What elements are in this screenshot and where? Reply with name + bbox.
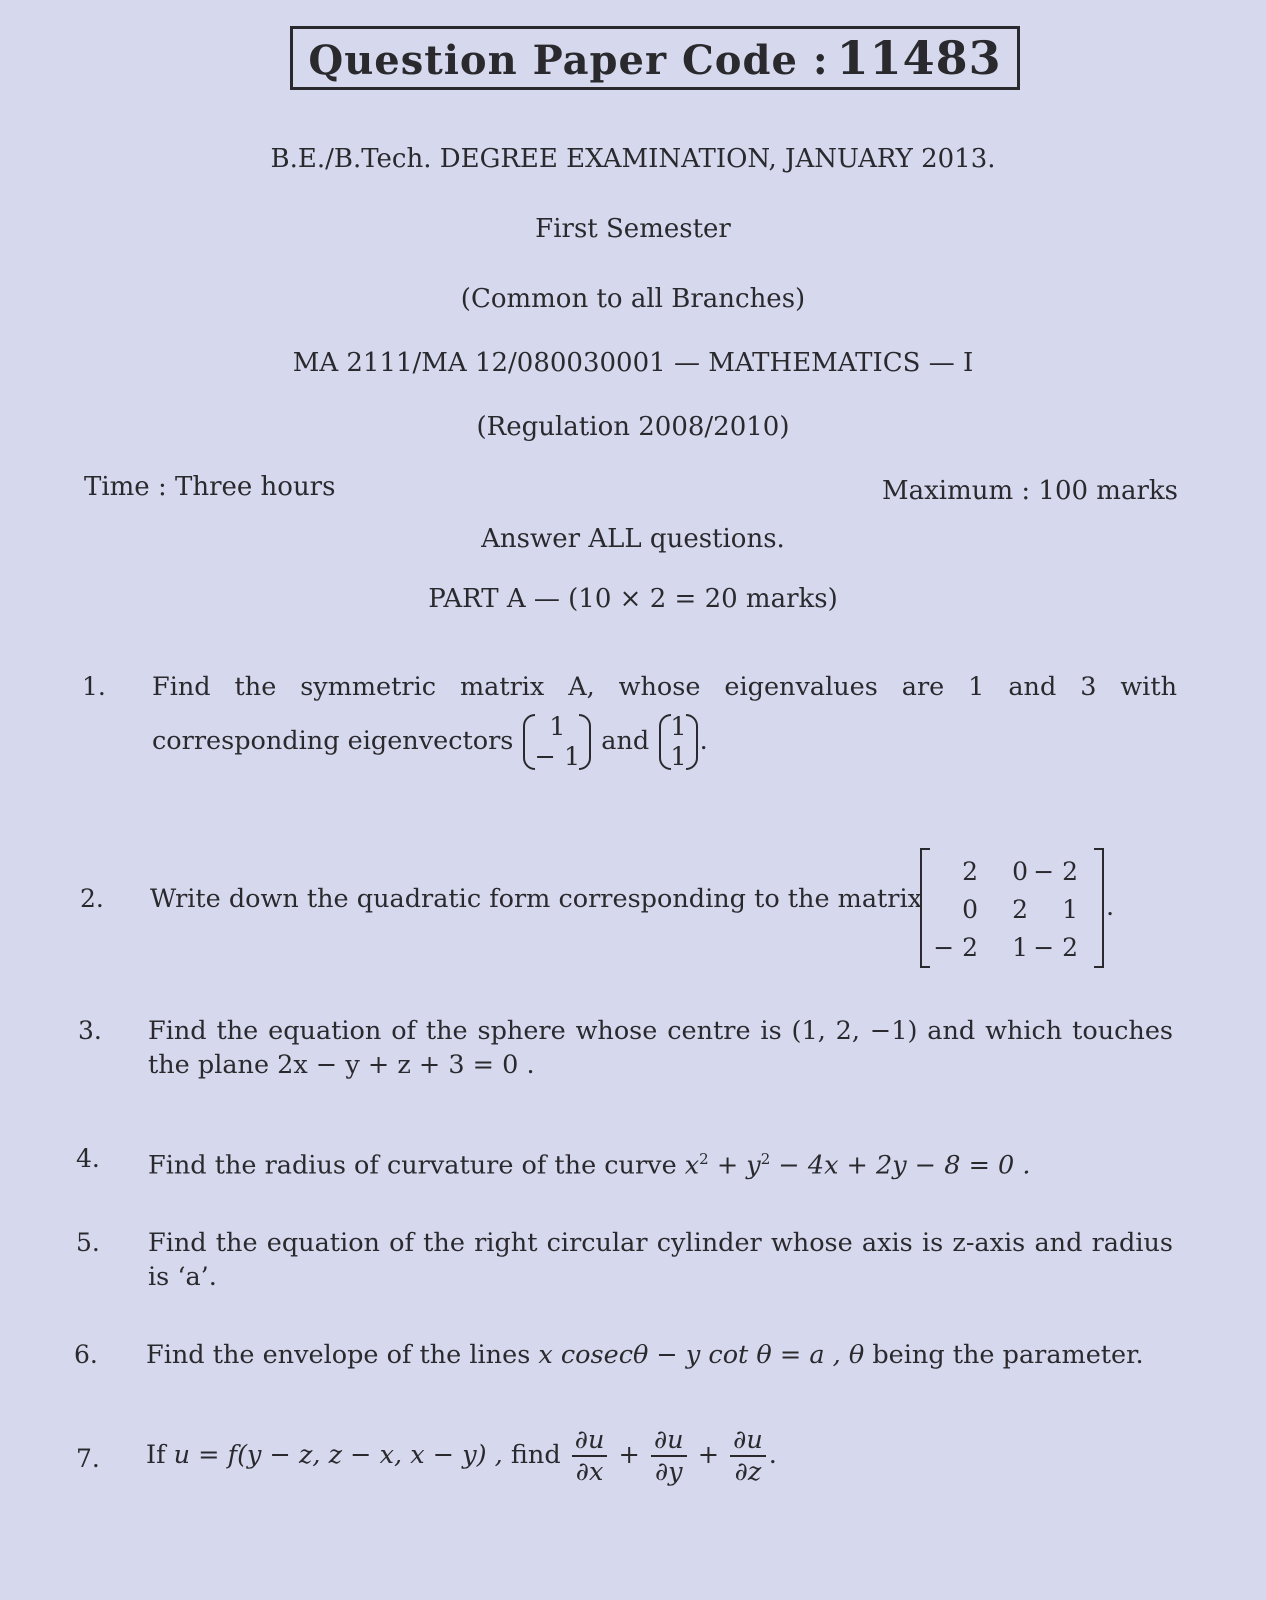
exam-title: B.E./B.Tech. DEGREE EXAMINATION, JANUARY 2013. (270, 144, 996, 174)
q1-end: . (699, 726, 708, 756)
matrix-cell: − 2 (1033, 932, 1078, 962)
question-6-text (146, 1338, 1144, 1372)
question-number: 1. (82, 672, 106, 701)
question-3-line1: Find the equation of the sphere whose centre is (1, 2, −1) and which touches (148, 1016, 1173, 1046)
question-5-line1: Find the equation of the right circular cylinder whose axis is z-axis and radius (148, 1228, 1173, 1258)
frac-numerator: ∂u (651, 1425, 687, 1457)
question-number: 6. (74, 1340, 98, 1369)
vector-entry: 1 (670, 712, 687, 742)
question-number: 5. (76, 1228, 100, 1257)
q1-joiner: and (601, 726, 650, 756)
quadratic-form-matrix (920, 848, 1104, 968)
question-number: 3. (78, 1016, 102, 1045)
eigenvector-2 (659, 712, 697, 772)
matrix-cell: − 2 (933, 932, 978, 962)
q6-theta: θ (848, 1340, 865, 1370)
vector-entry: 1 (670, 742, 687, 772)
q4-rest: − 4x + 2y − 8 = 0 . (778, 1150, 1031, 1181)
q7-plus: + (618, 1440, 640, 1470)
frac-denominator: ∂z (734, 1457, 762, 1487)
question-2-text: Write down the quadratic form corresponding to the matrix (150, 884, 923, 914)
q4-text: Find the radius of curvature of the curve (148, 1150, 677, 1181)
instruction: Answer ALL questions. (481, 524, 785, 554)
question-5-line2: is ‘a’. (148, 1262, 217, 1292)
matrix-cell: 1 (1062, 894, 1078, 924)
q6-tail: being the parameter. (872, 1340, 1144, 1370)
question-number: 4. (76, 1144, 100, 1173)
q6-text: Find the envelope of the lines (146, 1340, 531, 1370)
question-1-line2 (152, 712, 708, 772)
question-number: 7. (76, 1444, 100, 1473)
question-number: 2. (80, 884, 104, 913)
q2-end: . (1106, 892, 1115, 922)
q4-exp: 2 (699, 1150, 709, 1168)
semester: First Semester (535, 214, 731, 244)
code-number: 11483 (836, 31, 1002, 85)
q6-expr: x cosecθ − y cot θ = a , (538, 1340, 841, 1370)
frac-numerator: ∂u (730, 1425, 766, 1457)
matrix-cell: 0 (1012, 856, 1028, 886)
partial-u-z (730, 1425, 766, 1487)
regulation: (Regulation 2008/2010) (476, 412, 790, 442)
matrix-cell: 1 (1012, 932, 1028, 962)
subject: MA 2111/MA 12/080030001 — MATHEMATICS — I (292, 348, 974, 378)
partial-u-x (572, 1425, 608, 1487)
frac-numerator: ∂u (572, 1425, 608, 1457)
partial-u-y (651, 1425, 687, 1487)
q7-find: find (510, 1440, 561, 1470)
eigenvector-1 (523, 712, 591, 772)
question-3-line2: the plane 2x − y + z + 3 = 0 . (148, 1050, 535, 1080)
matrix-cell: 0 (962, 894, 978, 924)
q7-plus: + (697, 1440, 720, 1470)
matrix-cell: 2 (962, 856, 978, 886)
branches: (Common to all Branches) (460, 284, 806, 314)
q7-end: . (768, 1440, 777, 1470)
frac-denominator: ∂x (575, 1457, 604, 1487)
part-heading: PART A — (10 × 2 = 20 marks) (428, 584, 838, 614)
question-1-line1: Find the symmetric matrix A, whose eigenvalues are 1 and 3 with (152, 672, 1177, 702)
q4-y: + y (716, 1150, 761, 1181)
question-4-text (148, 1142, 1030, 1183)
vector-entry: − 1 (534, 742, 581, 772)
q4-x: x (684, 1150, 700, 1181)
matrix-cell: − 2 (1033, 856, 1078, 886)
question-7-text (146, 1422, 777, 1488)
question-paper-code-box (290, 26, 1020, 90)
frac-denominator: ∂y (654, 1457, 683, 1487)
code-label: Question Paper Code : (308, 37, 829, 84)
time-allowed: Time : Three hours (84, 472, 336, 502)
q7-expr: u = f(y − z, z − x, x − y) , (173, 1440, 503, 1470)
maximum-marks: Maximum : 100 marks (881, 476, 1178, 506)
q4-exp: 2 (760, 1150, 771, 1168)
matrix-cell: 2 (1012, 894, 1028, 924)
vector-entry: 1 (549, 712, 566, 742)
q7-prefix: If (146, 1440, 166, 1470)
q1-prefix: corresponding eigenvectors (152, 726, 514, 756)
